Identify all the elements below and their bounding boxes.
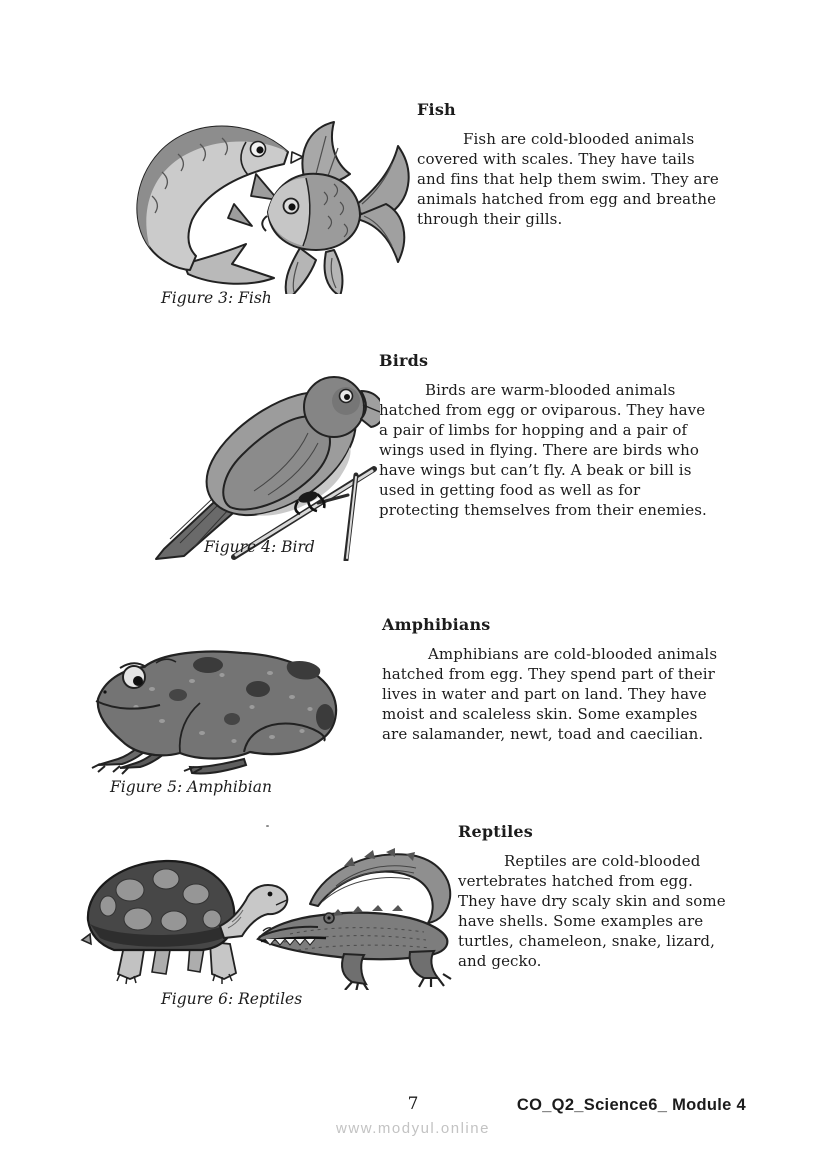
figure-5-caption: Figure 5: Amphibian	[110, 778, 272, 796]
turtle-and-crocodile-drawing	[72, 842, 452, 990]
reptiles-section	[458, 822, 730, 971]
perched-bird-drawing	[150, 363, 380, 561]
figure-6-caption: Figure 6: Reptiles	[161, 990, 303, 1008]
figure-3-caption: Figure 3: Fish	[161, 289, 272, 307]
amphibians-heading: Amphibians	[382, 615, 491, 634]
amphibians-section	[382, 615, 724, 744]
frog-illustration	[82, 637, 344, 779]
reptiles-paragraph: Reptiles are cold-blooded vertebrates hatched from egg. They have dry scaly skin and some have shells. Some examples are turtles, chameleon, snake, lizard, and gecko.	[458, 852, 726, 970]
reptiles-illustration	[72, 842, 452, 990]
birds-paragraph: Birds are warm-blooded animals hatched from egg or oviparous. They have a pair of limbs for hopping and a pair of wings used in flying. There are birds who have wings but can’t fly. A beak or bill is used in getting food as well as for protecting themselves from their enemies.	[379, 381, 707, 519]
two-fish-drawing	[88, 112, 415, 294]
birds-heading: Birds	[379, 351, 429, 370]
reptiles-heading: Reptiles	[458, 822, 533, 841]
amphibians-paragraph: Amphibians are cold-blooded animals hatched from egg. They spend part of their lives in water and part on land. They have moist and scaleless skin. Some examples are salamander, newt, toad and caecilian.	[382, 645, 718, 743]
crocodile	[258, 848, 451, 990]
fish-illustration	[88, 112, 415, 294]
watermark: www.modyul.online	[336, 1120, 490, 1137]
stray-dot	[266, 825, 269, 827]
birds-section	[379, 351, 719, 520]
page-number: 7	[407, 1094, 419, 1114]
module-footer-label: CO_Q2_Science6_ Module 4	[516, 1096, 746, 1114]
turtle	[82, 861, 287, 984]
fish-heading: Fish	[417, 100, 456, 119]
fish-section	[417, 100, 719, 229]
fish-paragraph: Fish are cold-blooded animals covered with scales. They have tails and fins that help them swim. They are animals hatched from egg and breathe through their gills.	[417, 130, 719, 228]
frog-drawing	[82, 637, 344, 779]
bird-illustration	[150, 363, 380, 561]
figure-4-caption: Figure 4: Bird	[204, 538, 315, 556]
